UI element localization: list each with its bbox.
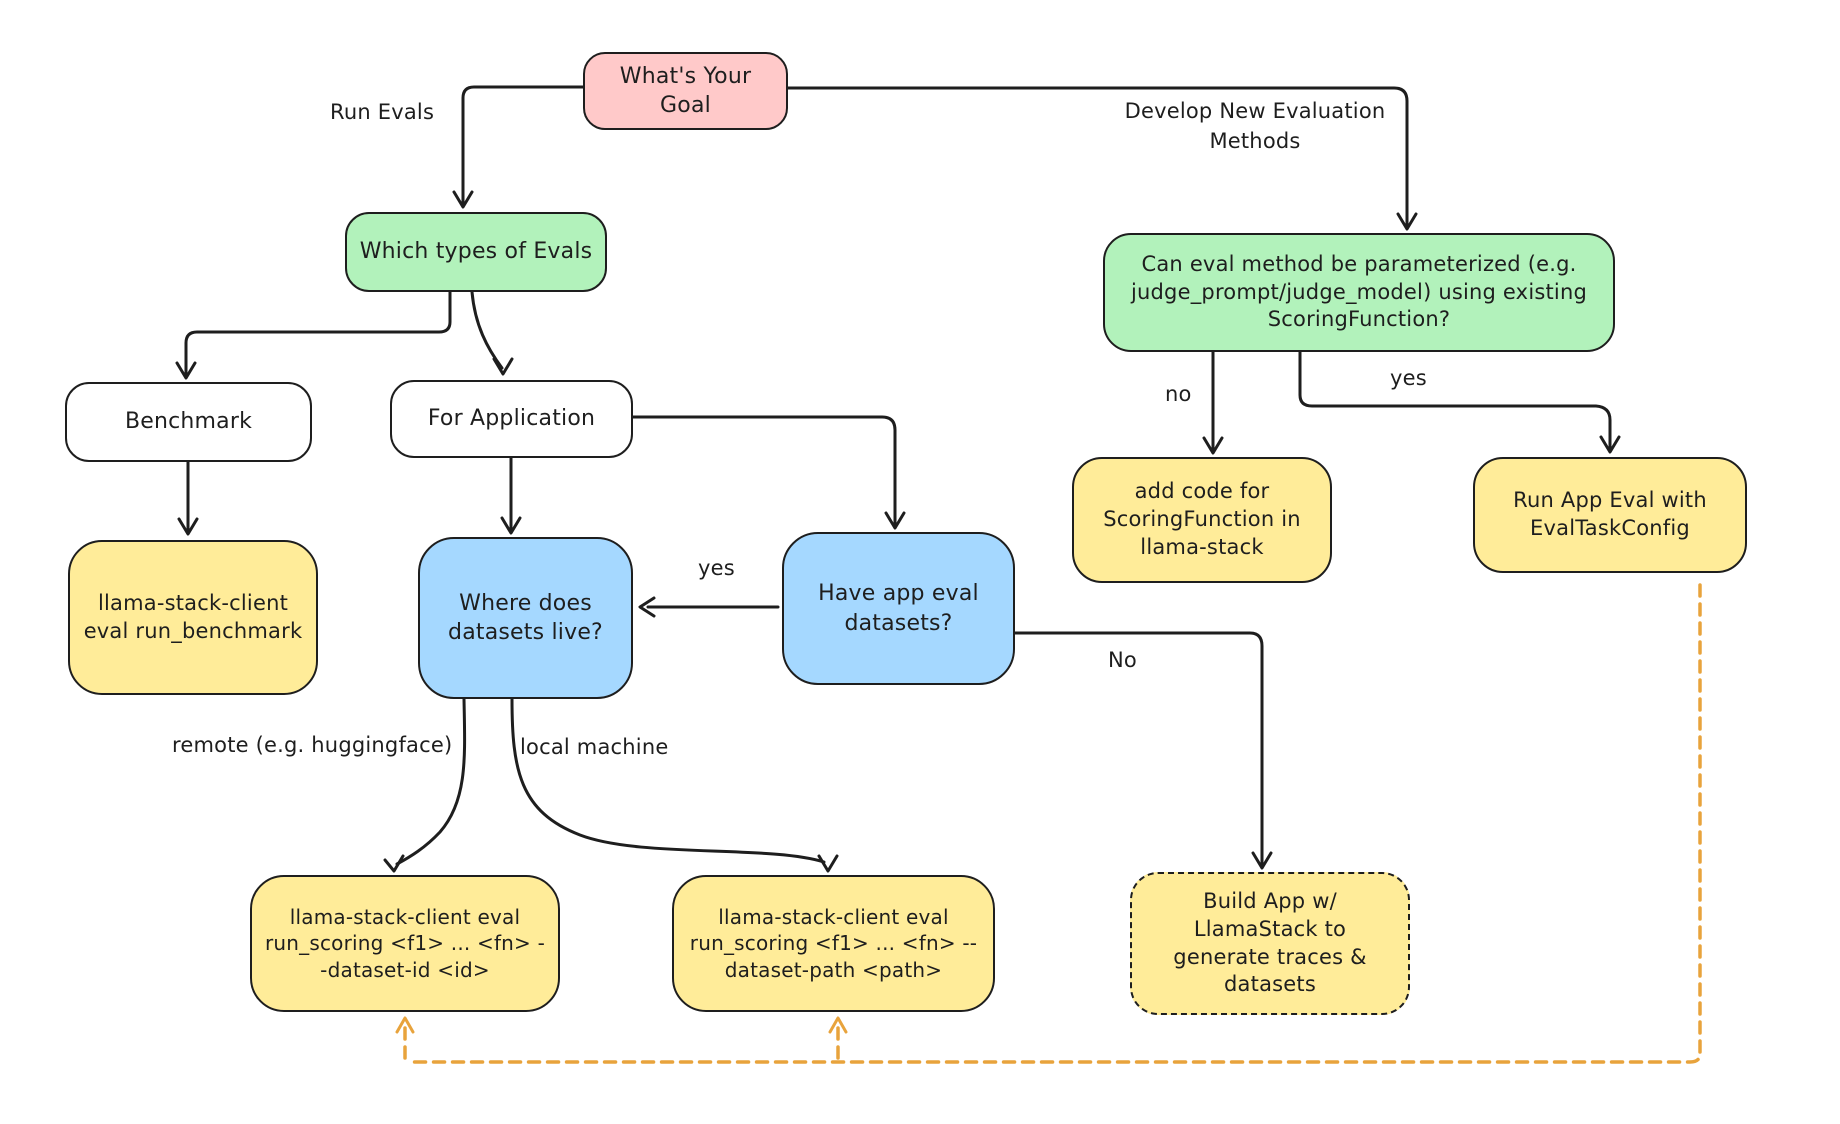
node-label: Have app eval datasets?: [818, 581, 979, 636]
node-label: llama-stack-client eval run_scoring <f1> ... <fn> --dataset-path <path>: [689, 904, 978, 982]
node-label: What's Your Goal: [619, 63, 752, 118]
node-can-eval-be-parameterized: [1103, 233, 1615, 352]
node-label: llama-stack-client eval run_scoring <f1> ... <fn> --dataset-id <id>: [264, 904, 545, 982]
edge-which-types-to-benchmark: [186, 292, 450, 374]
node-label: add code for ScoringFunction in llama-stack: [1103, 479, 1301, 559]
node-run-benchmark-command: [68, 540, 318, 695]
edge-label-yes-have-datasets: yes: [698, 556, 735, 580]
edge-no-to-build-app: [1015, 633, 1262, 864]
edge-label-develop-new-evaluation-methods: Develop New Evaluation Methods: [1124, 99, 1386, 154]
edge-label-run-evals: Run Evals: [330, 100, 435, 124]
node-label: Build App w/ LlamaStack to generate traces & datasets: [1173, 889, 1367, 997]
arrowhead-run-scoring-path: [819, 856, 837, 871]
edge-yes-to-run-app-eval: [1300, 352, 1610, 448]
node-label: Benchmark: [124, 409, 253, 435]
node-have-app-eval-datasets: [782, 532, 1015, 685]
edge-local-to-run-scoring-path: [512, 699, 824, 862]
edge-remote-to-run-scoring-id: [397, 699, 465, 864]
edge-which-types-to-for-application: [472, 292, 502, 368]
arrowhead-for-application: [494, 359, 512, 374]
node-label: llama-stack-client eval run_benchmark: [83, 590, 303, 643]
node-label: Where does datasets live?: [448, 590, 603, 645]
edge-goal-to-which-types: [463, 87, 583, 203]
edge-label-remote-huggingface: remote (e.g. huggingface): [172, 733, 453, 757]
node-which-types-of-evals: [345, 212, 607, 292]
node-label: Run App Eval with EvalTaskConfig: [1513, 488, 1707, 540]
node-run-scoring-dataset-id: [250, 875, 560, 1012]
node-label: Can eval method be parameterized (e.g. judge_prompt/judge_model) using existing ScoringFunction?: [1130, 251, 1587, 332]
edge-for-application-to-have-datasets: [633, 417, 895, 524]
node-run-app-eval: [1473, 457, 1747, 573]
node-benchmark: [65, 382, 312, 462]
node-where-datasets-live: [418, 537, 633, 699]
edge-label-no-parameterize: no: [1165, 382, 1192, 406]
edge-label-local-machine: local machine: [520, 735, 669, 759]
node-for-application: [390, 380, 633, 458]
node-whats-your-goal: [583, 52, 788, 130]
node-build-app-llamastack: [1130, 872, 1410, 1015]
node-add-scoringfunction-code: [1072, 457, 1332, 583]
node-label: Which types of Evals: [359, 239, 593, 265]
edge-label-no-have-datasets: No: [1108, 648, 1137, 672]
node-run-scoring-dataset-path: [672, 875, 995, 1012]
node-label: For Application: [427, 406, 596, 432]
edge-label-yes-parameterize: yes: [1390, 366, 1427, 390]
